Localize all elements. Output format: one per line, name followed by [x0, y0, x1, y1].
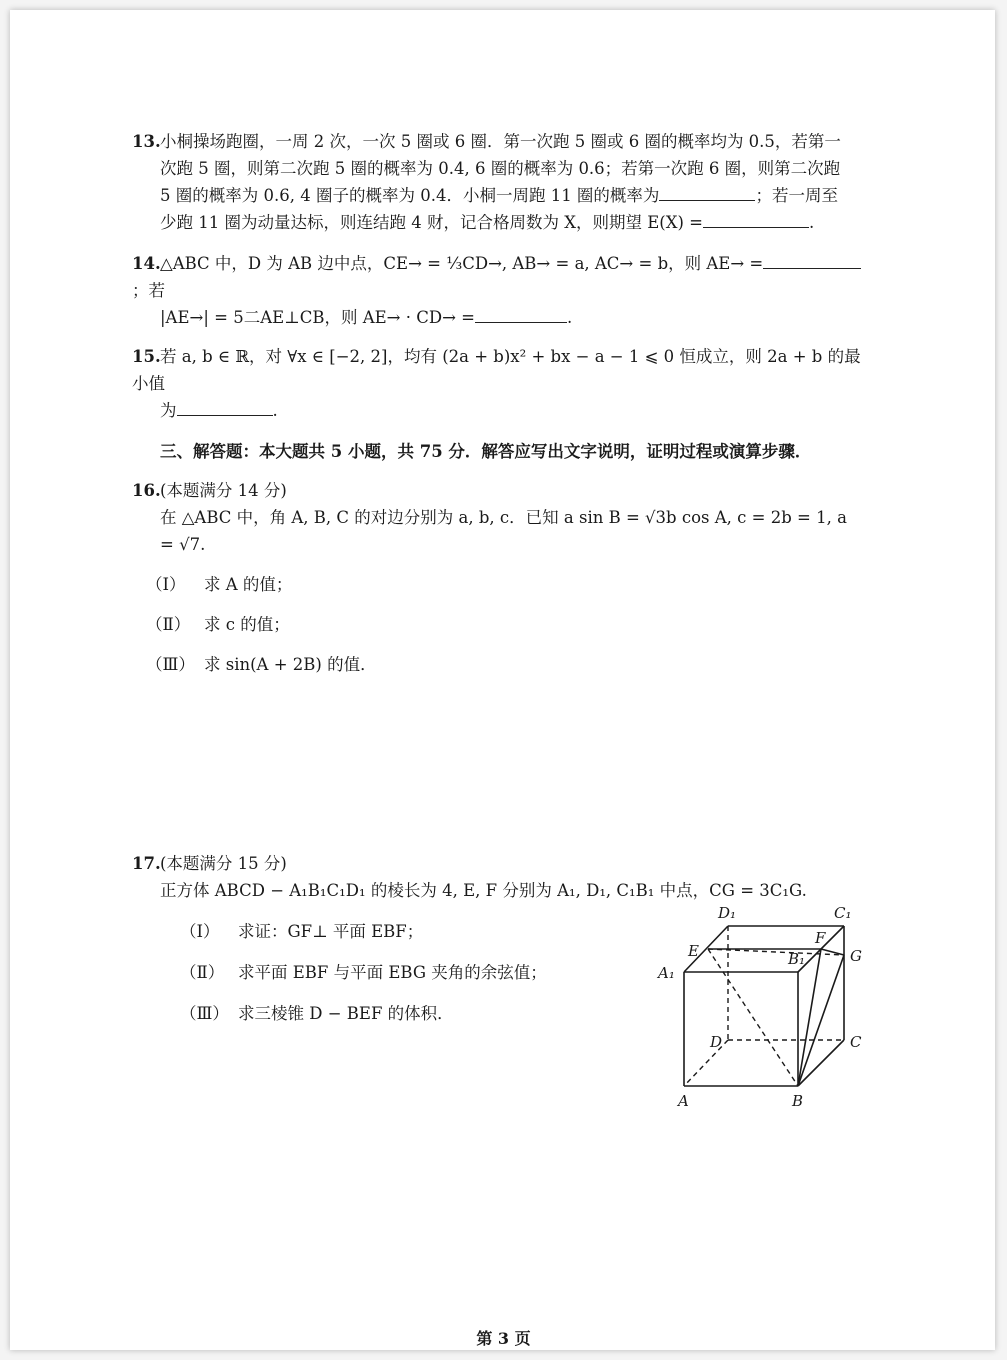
- label-A: A: [678, 1092, 689, 1110]
- sub-question: （Ⅰ） 求证：GF⊥ 平面 EBF；: [180, 922, 424, 941]
- question-stem: 正方体 ABCD − A₁B₁C₁D₁ 的棱长为 4, E, F 分别为 A₁, D₁, C₁B₁ 中点，CG = 3C₁G.: [160, 881, 807, 900]
- answer-blank: [763, 250, 861, 269]
- question-16: [132, 477, 862, 678]
- label-C1: C₁: [834, 904, 852, 922]
- section-heading: 三、解答题：本大题共 5 小题，共 75 分．解答应写出文字说明，证明过程或演算步骤．: [160, 442, 812, 461]
- label-B1: B₁: [788, 950, 806, 968]
- label-E: E: [688, 942, 699, 960]
- segment-GB: [798, 955, 844, 1086]
- sub-question: （Ⅱ） 求平面 EBF 与平面 EBG 夹角的余弦值；: [180, 963, 547, 982]
- label-D: D: [710, 1033, 723, 1051]
- page-number: 第 3 页: [476, 1329, 531, 1348]
- question-number: 17.: [132, 854, 161, 873]
- question-15: 15.若 a, b ∈ ℝ，对 ∀x ∈ [−2, 2]，均有 (2a + b)x² + bx − a − 1 ⩽ 0 恒成立，则 2a + b 的最小值 为 .: [132, 343, 862, 424]
- sub-question: （Ⅲ） 求三棱锥 D − BEF 的体积．: [180, 1004, 454, 1023]
- label-F: F: [815, 929, 826, 947]
- question-number: 13.: [132, 132, 161, 151]
- label-C: C: [850, 1033, 862, 1051]
- question-number: 15.: [132, 347, 161, 366]
- question-14: 14.△ABC 中，D 为 AB 边中点，CE→ = ⅓CD→, AB→ = a, AC→ = b，则 AE→ =；若 |AE→| = 5二AE⊥CB，则 AE→ · CD→ = .: [132, 250, 862, 331]
- segment-FG: [821, 949, 844, 955]
- answer-blank: [659, 182, 755, 201]
- label-D1: D₁: [718, 904, 737, 922]
- question-number: 14.: [132, 254, 161, 273]
- score-note: (本题满分 14 分): [160, 481, 287, 500]
- label-B: B: [792, 1092, 804, 1110]
- answer-blank: [703, 209, 809, 228]
- label-G: G: [850, 947, 862, 965]
- cube-figure: [650, 900, 880, 1120]
- question-stem: 在 △ABC 中，角 A, B, C 的对边分别为 a, b, c．已知 a sin B = √3b cos A, c = 2b = 1, a = √7.: [160, 508, 847, 554]
- hidden-segment-EB: [708, 949, 798, 1086]
- question-number: 16.: [132, 481, 161, 500]
- sub-question: （Ⅰ） 求 A 的值；: [146, 575, 293, 594]
- questions-13-16: [132, 128, 862, 678]
- label-A1: A₁: [658, 964, 675, 982]
- question-13: 13.小桐操场跑圈，一周 2 次，一次 5 圈或 6 圈．第一次跑 5 圈或 6 圈的概率均为 0.5，若第一 次跑 5 圈，则第二次跑 5 圈的概率为 0.4, 6 圈的概率为 0.6；若第一次跑 6 圈，则第二次跑 5 圈的概率为 0.6, 4 圈子的概率为 0.4．小桐一周跑 11 圈的概率为 ；若一周至 少跑 11 圈为动量达标，则连结跑 4 财，记合格周数为 X，则期望 E(X) = .: [132, 128, 862, 236]
- sub-question: （Ⅲ） 求 sin(A + 2B) 的值．: [146, 655, 377, 674]
- score-note: (本题满分 15 分): [160, 854, 287, 873]
- answer-blank: [177, 397, 273, 416]
- sub-question: （Ⅱ） 求 c 的值；: [146, 615, 290, 634]
- answer-blank: [475, 304, 567, 323]
